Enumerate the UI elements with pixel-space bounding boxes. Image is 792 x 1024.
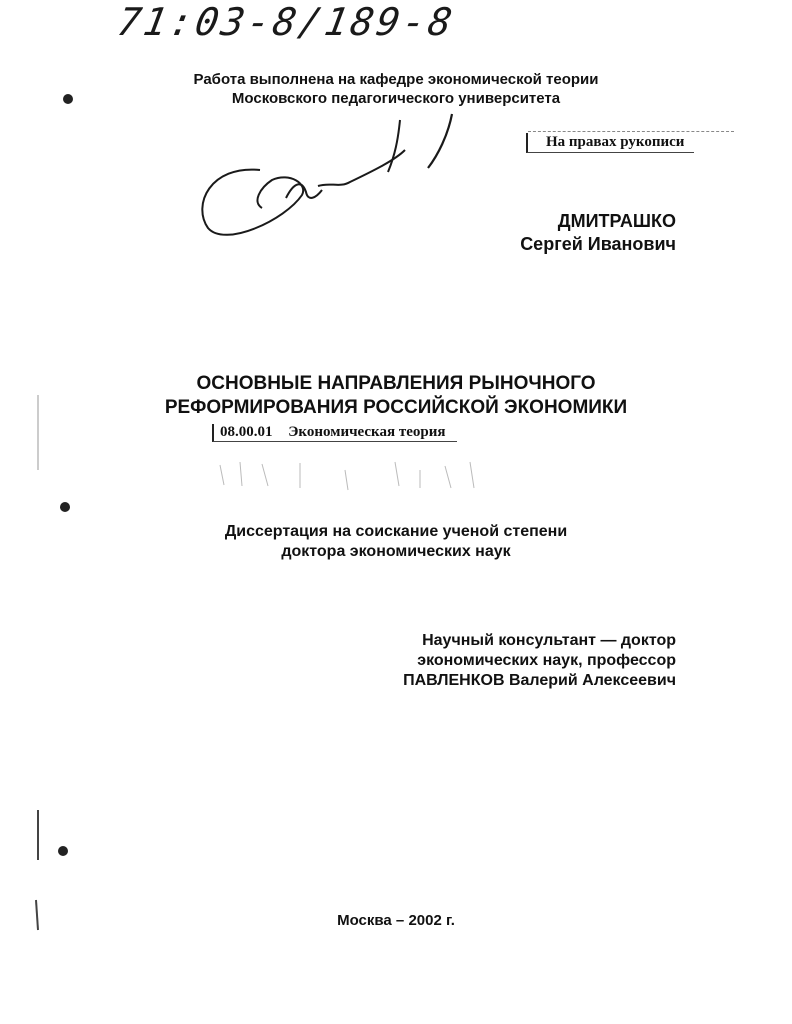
author-name: Сергей Иванович	[520, 234, 676, 254]
advisor-line-3: ПАВЛЕНКОВ Валерий Алексеевич	[403, 672, 676, 689]
advisor-line-2: экономических наук, профессор	[417, 652, 676, 669]
title-line-1: ОСНОВНЫЕ НАПРАВЛЕНИЯ РЫНОЧНОГО	[196, 373, 596, 394]
signature-image	[190, 110, 480, 250]
department-line-1: Работа выполнена на кафедре экономической теории	[193, 71, 599, 88]
degree-statement	[0, 522, 792, 562]
specialty-name: Экономическая теория	[288, 424, 446, 440]
advisor-block	[403, 631, 676, 691]
punch-mark	[58, 846, 68, 856]
faded-stamp	[220, 462, 474, 490]
degree-line-2: доктора экономических наук	[281, 543, 511, 560]
degree-line-1: Диссертация на соискание ученой степени	[224, 523, 568, 540]
punch-mark	[60, 502, 70, 512]
department-block	[0, 70, 792, 108]
specialty-box	[212, 424, 457, 442]
specialty-code: 08.00.01	[220, 424, 273, 440]
thesis-title	[0, 372, 792, 420]
advisor-line-1: Научный консультант — доктор	[422, 632, 676, 649]
city-year: Москва – 2002 г.	[337, 912, 455, 929]
manuscript-stamp: На правах рукописи	[526, 133, 694, 153]
archive-code: 71:03-8/189-8	[114, 0, 459, 44]
author-block	[520, 210, 676, 256]
author-surname: ДМИТРАШКО	[557, 211, 676, 231]
department-line-2: Московского педагогического университета	[231, 90, 561, 107]
title-line-2: РЕФОРМИРОВАНИЯ РОССИЙСКОЙ ЭКОНОМИКИ	[164, 397, 628, 418]
